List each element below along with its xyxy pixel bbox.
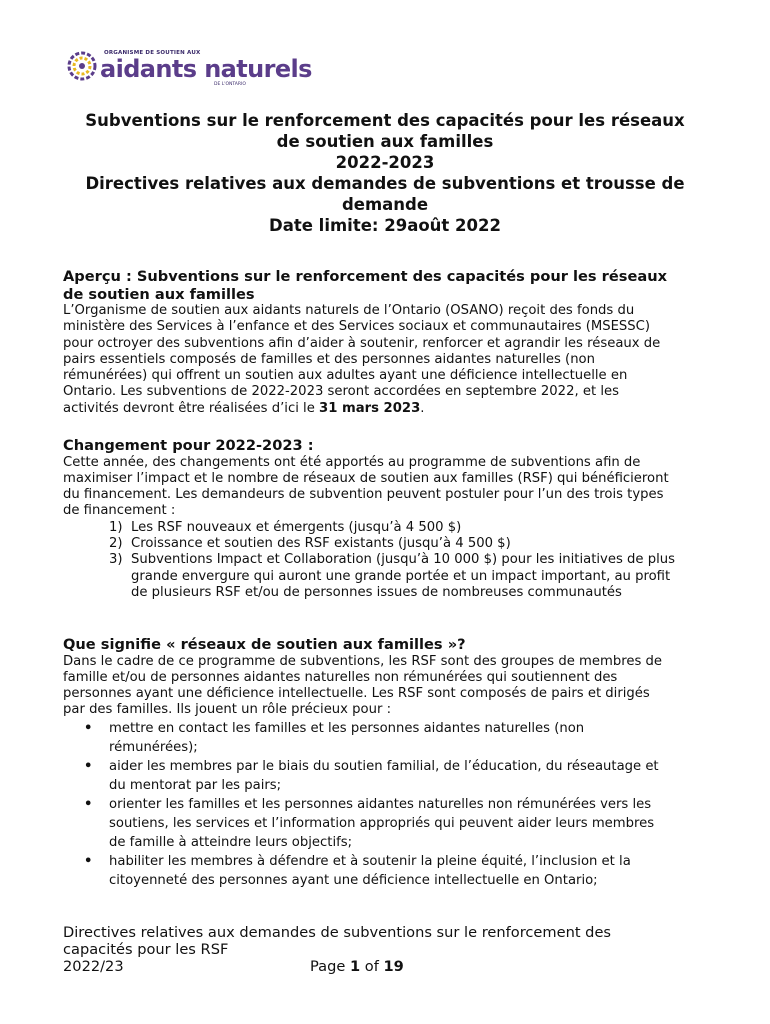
- text-line: Subventions Impact et Collaboration (jusqu’à 10 000 $) pour les initiatives de plus: [131, 552, 675, 568]
- logo-name: aidants naturels: [100, 55, 312, 83]
- text-line: Les RSF nouveaux et émergents (jusqu’à 4 500 $): [131, 519, 462, 535]
- changes-section: [63, 437, 713, 601]
- title-line: demande: [341, 195, 429, 214]
- page-footer: [63, 924, 713, 975]
- roles-list: [63, 719, 713, 890]
- bullet-icon: •: [84, 796, 93, 812]
- text-line: par des familles. Ils jouent un rôle précieux pour :: [63, 702, 392, 718]
- deadline: Date limite: 29août 2022: [269, 216, 501, 235]
- footer-line: capacités pour les RSF: [63, 941, 229, 958]
- text-line: [63, 401, 713, 417]
- text-line: citoyenneté des personnes ayant une déficience intellectuelle en Ontario;: [109, 872, 598, 888]
- text-line: grande envergure qui auront une grande portée et un impact important, au profit: [131, 568, 671, 584]
- logo-org-sub: DE L'ONTARIO: [214, 82, 246, 87]
- text-line: du mentorat par les pairs;: [109, 777, 282, 793]
- text-span: activités devront être réalisées d’ici le: [63, 400, 320, 416]
- bullet-icon: •: [84, 720, 93, 736]
- logo-ring-icon: [64, 48, 100, 84]
- text-line: orienter les familles et les personnes aidantes naturelles non rémunérées vers les: [109, 796, 652, 812]
- list-number: 3): [109, 552, 123, 568]
- text-line: Cette année, des changements ont été apportés au programme de subventions afin de: [63, 454, 641, 470]
- list-item: [63, 795, 713, 852]
- title-line: de soutien aux familles: [276, 132, 494, 151]
- text-line: personnes ayant une déficience intellectuelle. Les RSF sont composés de pairs et dirigés: [63, 686, 650, 702]
- organization-logo: [64, 46, 312, 90]
- meaning-heading: Que signifie « réseaux de soutien aux familles »?: [63, 636, 466, 653]
- text-line: de famille à atteindre leurs objectifs;: [109, 834, 353, 850]
- page-number: [310, 958, 404, 975]
- list-item: [63, 719, 713, 757]
- text-line: maximiser l’impact et le nombre de réseaux de soutien aux familles (RSF) qui bénéficieront: [63, 470, 669, 486]
- list-item: [63, 552, 713, 601]
- text-line: pairs essentiels composés de familles et des personnes aidantes naturelles (non: [63, 351, 595, 367]
- footer-year: 2022/23: [63, 958, 124, 975]
- title-year: 2022-2023: [335, 153, 435, 172]
- text-line: famille et/ou de personnes aidantes naturelles non rémunérées qui soutiennent des: [63, 669, 618, 685]
- footer-row: [63, 958, 713, 975]
- list-number: 2): [109, 535, 123, 551]
- current-page: 1: [349, 958, 361, 975]
- text-line: de plusieurs RSF et/ou de personnes issues de nombreuses communautés: [131, 584, 622, 600]
- text-line: Croissance et soutien des RSF existants (jusqu’à 4 500 $): [131, 535, 511, 551]
- funding-types-list: [63, 520, 713, 601]
- of-label: of: [364, 958, 379, 975]
- list-item: [63, 520, 713, 536]
- text-line: Ontario. Les subventions de 2022-2023 seront accordées en septembre 2022, et les: [63, 384, 619, 400]
- page-label: Page: [310, 958, 346, 975]
- changes-heading: Changement pour 2022-2023 :: [63, 437, 314, 454]
- text-line: Dans le cadre de ce programme de subventions, les RSF sont des groupes de membres de: [63, 653, 662, 669]
- title-line: Directives relatives aux demandes de subventions et trousse de: [85, 174, 685, 193]
- text-line: soutiens, les services et l’information appropriés qui peuvent aider leurs membres: [109, 815, 655, 831]
- document-title: [40, 110, 730, 236]
- title-line: Subventions sur le renforcement des capacités pour les réseaux: [85, 111, 685, 130]
- text-span: .: [420, 400, 425, 416]
- text-line: pour octroyer des subventions afin d’aider à soutenir, renforcer et agrandir les réseaux de: [63, 335, 661, 351]
- text-line: rémunérées);: [109, 739, 198, 755]
- overview-heading: de soutien aux familles: [63, 285, 255, 303]
- bullet-icon: •: [84, 758, 93, 774]
- text-line: mettre en contact les familles et les personnes aidantes naturelles (non: [109, 720, 585, 736]
- bullet-icon: •: [84, 853, 93, 869]
- list-item: [63, 757, 713, 795]
- total-pages: 19: [383, 958, 404, 975]
- text-line: du financement. Les demandeurs de subvention peuvent postuler pour l’un des trois types: [63, 487, 664, 503]
- meaning-section: [63, 636, 713, 890]
- list-number: 1): [109, 519, 123, 535]
- footer-line: Directives relatives aux demandes de subventions sur le renforcement des: [63, 924, 612, 941]
- list-item: [63, 536, 713, 552]
- text-line: L’Organisme de soutien aux aidants naturels de l’Ontario (OSANO) reçoit des fonds du: [63, 303, 635, 318]
- text-line: aider les membres par le biais du soutien familial, de l’éducation, du réseautage et: [109, 758, 659, 774]
- end-date: 31 mars 2023: [319, 400, 421, 416]
- overview-section: [63, 268, 713, 417]
- text-line: ministère des Services à l’enfance et des Services sociaux et communautaires (MSESSC): [63, 319, 651, 335]
- text-line: rémunérées) qui offrent un soutien aux adultes ayant une déficience intellectuelle en: [63, 368, 628, 384]
- text-line: habiliter les membres à défendre et à soutenir la pleine équité, l’inclusion et la: [109, 853, 631, 869]
- overview-heading: Aperçu : Subventions sur le renforcement des capacités pour les réseaux: [63, 268, 668, 285]
- logo-org-top: ORGANISME DE SOUTIEN AUX: [104, 50, 201, 56]
- text-line: de financement :: [63, 503, 176, 519]
- overview-text: [63, 303, 713, 417]
- list-item: [63, 852, 713, 890]
